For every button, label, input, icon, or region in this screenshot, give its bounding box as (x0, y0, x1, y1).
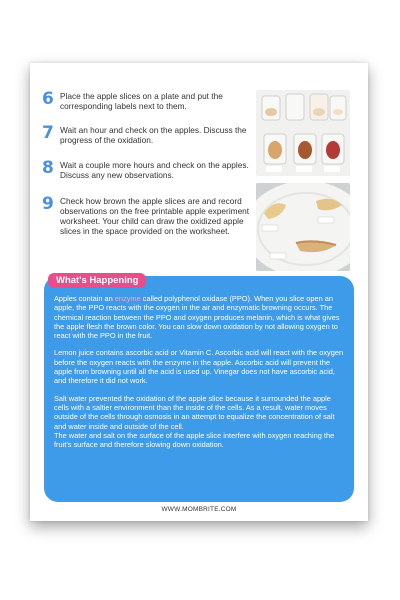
whats-happening-title: What's Happening (48, 273, 146, 288)
worksheet-page (30, 63, 368, 521)
paragraph-text: called polyphenol oxidase (PPO). When you slice open an apple, the PPO reacts with the oxygen in the air and enzymatic browning occurs. The chemical reaction between the PPO and oxygen produces melanin, which is what gives the apple flesh the brown color. You can slow down oxidation by not allowing oxygen to react with the PPO in the fruit. (54, 294, 340, 341)
enzyme-highlight: enzyme (114, 294, 141, 303)
step-6 (42, 91, 252, 111)
apple-plate-photo (256, 183, 350, 271)
paragraph-lemon: Lemon juice contains ascorbic acid or Vitamin C. Ascorbic acid will react with the oxygen before the oxygen reacts with the enzyme in the apple. Ascorbic acid will prevent the apple from browning until all the acid is used up. Vinegar does not have ascorbic acid, and therefore it did not work. (54, 348, 344, 386)
whats-happening-box (44, 276, 354, 502)
step-9 (42, 196, 252, 236)
paragraph-enzyme (54, 294, 346, 340)
step-7 (42, 125, 252, 145)
paragraph-text: Apples contain an (54, 294, 115, 303)
apple-cups-photo (256, 90, 350, 176)
step-number: 6 (42, 89, 54, 109)
step-number: 8 (42, 158, 54, 178)
paragraph-surface: The water and salt on the surface of the apple slice interfere with oxygen reaching the fruit's surface and therefore slowing down oxidation. (54, 430, 335, 450)
whats-happening-body (54, 294, 346, 457)
step-text: Wait a couple more hours and check on the apples. Discuss any new observations. (60, 160, 249, 180)
step-text: Check how brown the apple slices are and record observations on the free printable apple experiment worksheet. Your child can draw the oxidized apple slices in the space provided on the worksheet. (60, 196, 250, 236)
step-8 (42, 160, 252, 180)
step-number: 9 (42, 194, 54, 214)
footer-url: WWW.MOMBRITE.COM (161, 506, 237, 513)
step-number: 7 (42, 123, 54, 143)
paragraph-salt: Salt water prevented the oxidation of the apple slice because it surrounded the apple cells with a saltier environment than the inside of the cells. As a result, water moves outside of the cells through osmosis in an attempt to equalize the concentration of salt and water inside and outside of the cell. (54, 393, 335, 431)
step-text: Place the apple slices on a plate and put the corresponding labels next to them. (60, 91, 223, 111)
step-text: Wait an hour and check on the apples. Discuss the progress of the oxidation. (60, 125, 247, 145)
